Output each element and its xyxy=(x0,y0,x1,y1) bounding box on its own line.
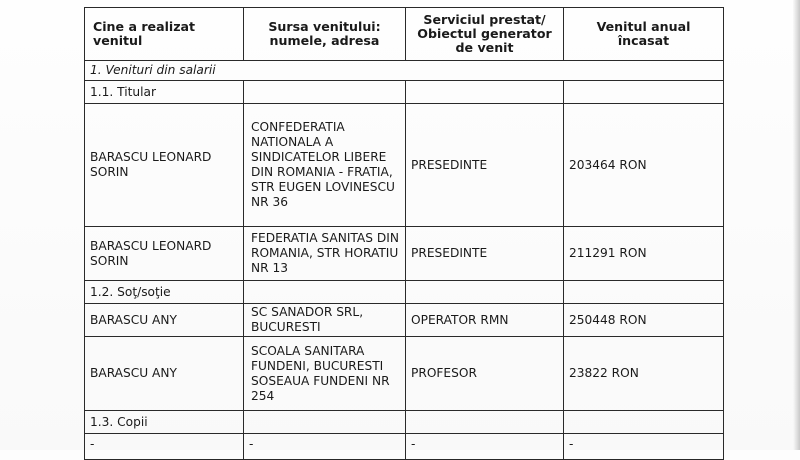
cell-income: 203464 RON xyxy=(564,104,724,227)
cell-source: SC SANADOR SRL, BUCURESTI xyxy=(244,304,406,337)
cell-who: BARASCU ANY xyxy=(85,304,244,337)
header-income: Venitul anual încasat xyxy=(564,8,724,61)
income-table xyxy=(84,7,724,460)
header-service: Serviciul prestat/ Obiectul generator de venit xyxy=(406,8,564,61)
subsection-titular: 1.1. Titular xyxy=(85,81,244,104)
cell-empty: - xyxy=(85,434,244,460)
page-edge-shadow xyxy=(793,0,800,450)
cell-service: PRESEDINTE xyxy=(406,227,564,281)
table-header-row xyxy=(85,8,724,61)
header-who: Cine a realizat venitul xyxy=(85,8,244,61)
cell-empty: - xyxy=(406,434,564,460)
section-title: 1. Venituri din salarii xyxy=(85,61,724,81)
cell-who: BARASCU LEONARD SORIN xyxy=(85,104,244,227)
cell-income: 23822 RON xyxy=(564,337,724,411)
cell-who: BARASCU LEONARD SORIN xyxy=(85,227,244,281)
cell-service: PROFESOR xyxy=(406,337,564,411)
subsection-row xyxy=(85,411,724,434)
table-row xyxy=(85,304,724,337)
subsection-sot: 1.2. Soţ/soţie xyxy=(85,281,244,304)
subsection-row xyxy=(85,81,724,104)
cell-source: FEDERATIA SANITAS DIN ROMANIA, STR HORATIU NR 13 xyxy=(244,227,406,281)
section-row xyxy=(85,61,724,81)
table-row xyxy=(85,227,724,281)
subsection-copii: 1.3. Copii xyxy=(85,411,244,434)
table-row xyxy=(85,434,724,460)
cell-source: SCOALA SANITARA FUNDENI, BUCURESTI SOSEAUA FUNDENI NR 254 xyxy=(244,337,406,411)
cell-income: 211291 RON xyxy=(564,227,724,281)
cell-source: CONFEDERATIA NATIONALA A SINDICATELOR LIBERE DIN ROMANIA - FRATIA, STR EUGEN LOVINESCU NR 36 xyxy=(244,104,406,227)
header-source: Sursa venitului: numele, adresa xyxy=(244,8,406,61)
cell-who: BARASCU ANY xyxy=(85,337,244,411)
table-row xyxy=(85,104,724,227)
cell-service: PRESEDINTE xyxy=(406,104,564,227)
cell-empty: - xyxy=(564,434,724,460)
cell-service: OPERATOR RMN xyxy=(406,304,564,337)
cell-income: 250448 RON xyxy=(564,304,724,337)
table-row xyxy=(85,337,724,411)
subsection-row xyxy=(85,281,724,304)
cell-empty: - xyxy=(244,434,406,460)
